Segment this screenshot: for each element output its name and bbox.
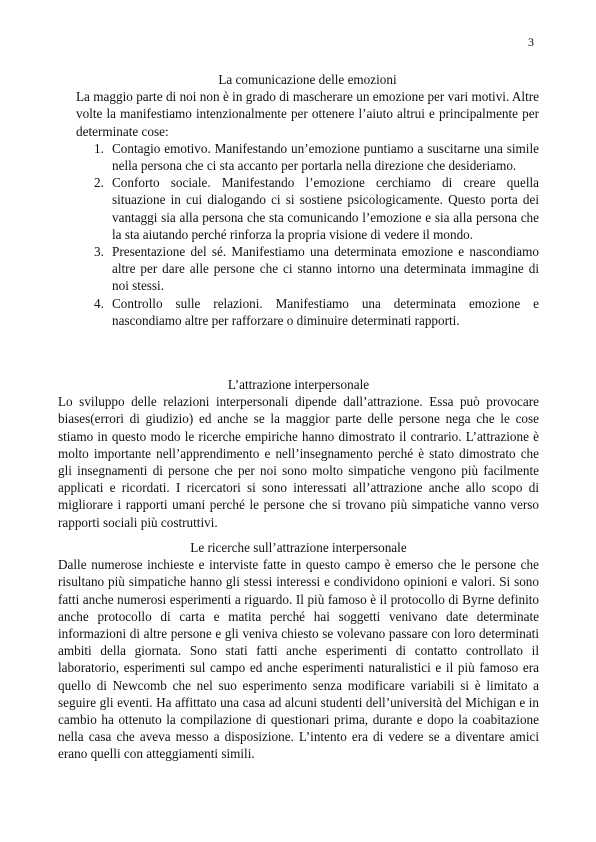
section-body: Dalle numerose inchieste e interviste fatte in questo campo è emerso che le persone che risultano più simpatiche hanno gli stessi interessi e condividono opinioni e valori. Si sono fatti anche numerosi esperimenti a riguardo. Il più famoso è il protocollo di Byrne definito anche protocollo di carta e matita perché hai soggetti venivano date determinate informazioni di altre persone e gli veniva chiesto se volevano passare con loro determinati ambiti della giornata. Sono stati fatti anche esperimenti di contatto controllato il laboratorio, esperimenti sul campo ed anche esperimenti naturalistici e il più famoso era quello di Newcomb che nel suo esperimento senza modificare variabili si è limitato a seguire gli eventi. Ha affittato una casa ad alcuni studenti dell’università del Michigan e in cambio ha ottenuto la compilazione di questionari prima, durante e dopo la coabitazione nella casa che aveva messo a disposizione. L’intento era di vedere se a diventare amici erano quelli con atteggiamenti simili. — [58, 557, 539, 762]
section-emotion-communication — [76, 71, 539, 329]
list-item — [76, 243, 539, 295]
list-item-text: Controllo sulle relazioni. Manifestiamo una determinata emozione e nascondiamo altre per rafforzare o diminuire determinati rapporti. — [112, 295, 539, 328]
section-title: Le ricerche sull’attrazione interpersonale — [190, 540, 407, 555]
section-title: L’attrazione interpersonale — [227, 377, 370, 392]
list-item-text: Contagio emotivo. Manifestando un’emozione puntiamo a suscitarne una simile nella persona che ci sta accanto per portarla nella direzione che desideriamo. — [112, 140, 539, 174]
page-number: 3 — [528, 35, 534, 49]
list-item-number: 2. — [94, 175, 104, 191]
list-item-number: 4. — [94, 295, 104, 311]
list-item-text: Conforto sociale. Manifestando l’emozione cerchiamo di creare quella situazione in cui dialogando ci si sostiene psicologicamente. Questo porta dei vantaggi sia alla persona che sta comunicando l’emozione e sia alla persona che la sta aiutando perché rinforza la propria visione di vedere il mondo. — [112, 175, 539, 242]
list-item — [76, 295, 539, 329]
numbered-list — [76, 140, 539, 329]
section-intro: La maggio parte di noi non è in grado di mascherare un emozione per vari motivi. Altre volte la manifestiamo intenzionalmente per ottenere l’aiuto altrui e principalmente per determinate cose: — [76, 89, 539, 139]
list-item — [76, 140, 539, 174]
section-body: Lo sviluppo delle relazioni interpersonali dipende dall’attrazione. Essa può provocare biases(errori di giudizio) ed anche se la maggior parte delle persone nega che le cose stiamo in questo modo le ricerche empiriche hanno dimostrato il contrario. L’attrazione è molto importante nell’apprendimento e nell’insegnamento perché è stato dimostrato che gli insegnamenti di persone che per noi sono molto simpatiche vengono più facilmente applicati e ricordati. I ricercatori si sono interessati all’attrazione anche allo scopo di migliorare i rapporti umani perché le persone che si trovano più simpatiche vanno verso rapporti sociali più costruttivi. — [58, 394, 539, 530]
section-attraction-research — [58, 539, 539, 763]
list-item-number: 3. — [94, 244, 104, 260]
list-item — [76, 174, 539, 243]
list-item-number: 1. — [94, 140, 104, 156]
list-item-text: Presentazione del sé. Manifestiamo una determinata emozione e nascondiamo altre per dare alle persone che ci stanno intorno una determinata immagine di noi stessi. — [112, 244, 539, 294]
section-interpersonal-attraction — [58, 376, 539, 531]
section-title: La comunicazione delle emozioni — [218, 72, 397, 87]
